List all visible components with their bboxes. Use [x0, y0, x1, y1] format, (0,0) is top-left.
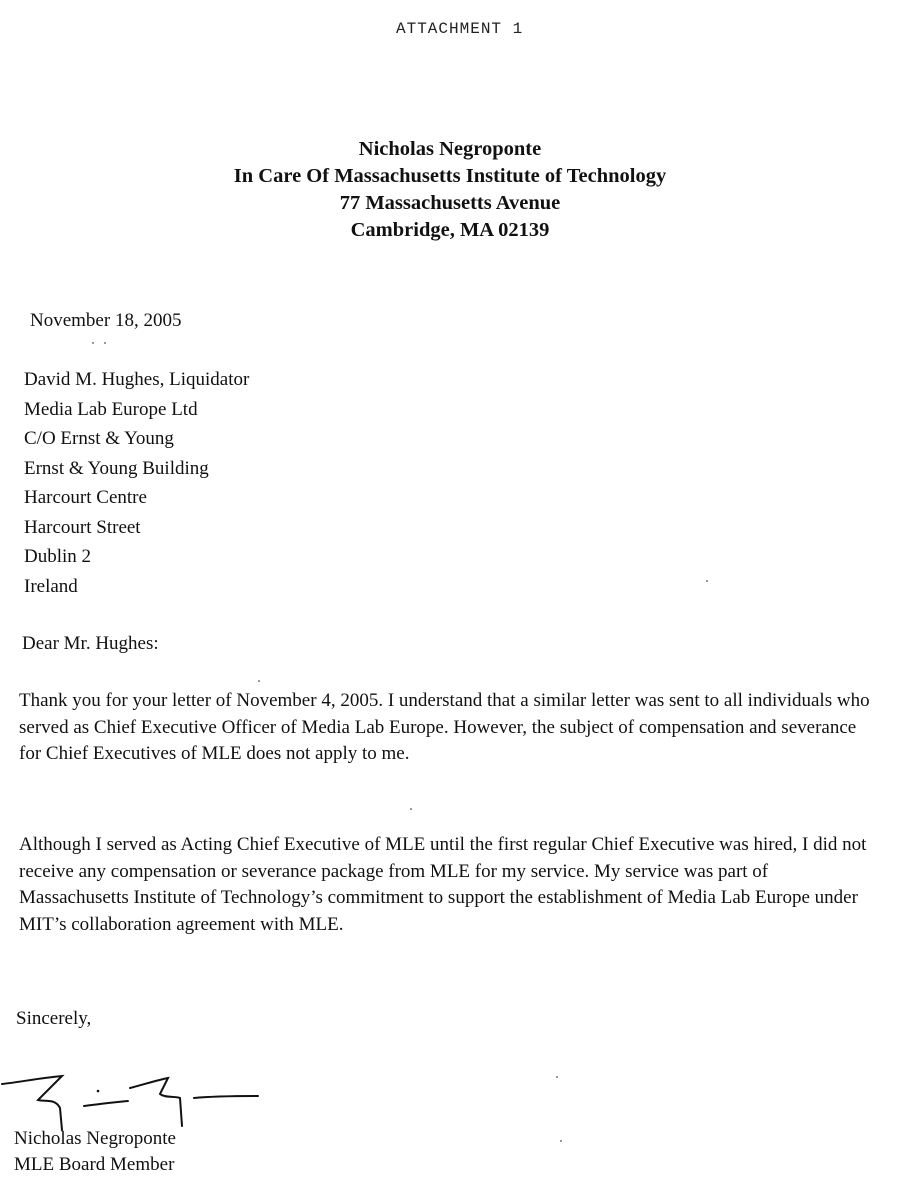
recipient-line: David M. Hughes, Liquidator	[24, 369, 250, 390]
recipient-line: Harcourt Street	[24, 516, 141, 538]
scan-speck	[92, 342, 94, 344]
body-paragraph: Although I served as Acting Chief Executive of MLE until the first regular Chief Executive was hired, I did not receive any compensation or severance package from MLE for my service. My service was part of Massachusetts Institute of Technology’s commitment to support the establishment of Media Lab Europe under MIT’s collaboration agreement with MLE.	[19, 834, 867, 935]
scan-speck	[410, 808, 412, 810]
scan-speck	[706, 580, 708, 582]
letterhead-line-city: Cambridge, MA 02139	[350, 219, 550, 241]
scan-speck	[556, 1076, 558, 1078]
signer-name: Nicholas Negroponte	[14, 1128, 176, 1149]
recipient-line: Media Lab Europe Ltd	[24, 398, 198, 420]
recipient-line: C/O Ernst & Young	[24, 428, 174, 449]
letter-date: November 18, 2005	[30, 310, 182, 331]
letterhead	[0, 136, 900, 244]
closing: Sincerely,	[16, 1008, 92, 1029]
body-paragraph: Thank you for your letter of November 4, 2005. I understand that a similar letter was sent to all individuals who served as Chief Executive Officer of Media Lab Europe. However, the subject of compensation and severance for Chief Executives of MLE does not apply to me.	[19, 690, 870, 764]
recipient-line: Ernst & Young Building	[24, 457, 209, 479]
recipient-line: Ireland	[24, 575, 78, 597]
salutation: Dear Mr. Hughes:	[22, 633, 159, 654]
recipient-line: Harcourt Centre	[24, 487, 147, 508]
scan-speck	[258, 680, 260, 682]
signer-title: MLE Board Member	[14, 1154, 175, 1175]
recipient-line: Dublin 2	[24, 546, 92, 567]
letterhead-line-institution: In Care Of Massachusetts Institute of Technology	[233, 165, 667, 187]
attachment-label: ATTACHMENT 1	[396, 20, 524, 38]
letterhead-line-street: 77 Massachusetts Avenue	[339, 192, 561, 214]
handwritten-signature	[0, 1072, 270, 1132]
scan-speck	[104, 342, 106, 344]
scan-speck	[560, 1140, 562, 1142]
recipient-address	[24, 365, 249, 601]
signer-block	[14, 1126, 176, 1178]
letterhead-name: Nicholas Negroponte	[358, 138, 542, 160]
